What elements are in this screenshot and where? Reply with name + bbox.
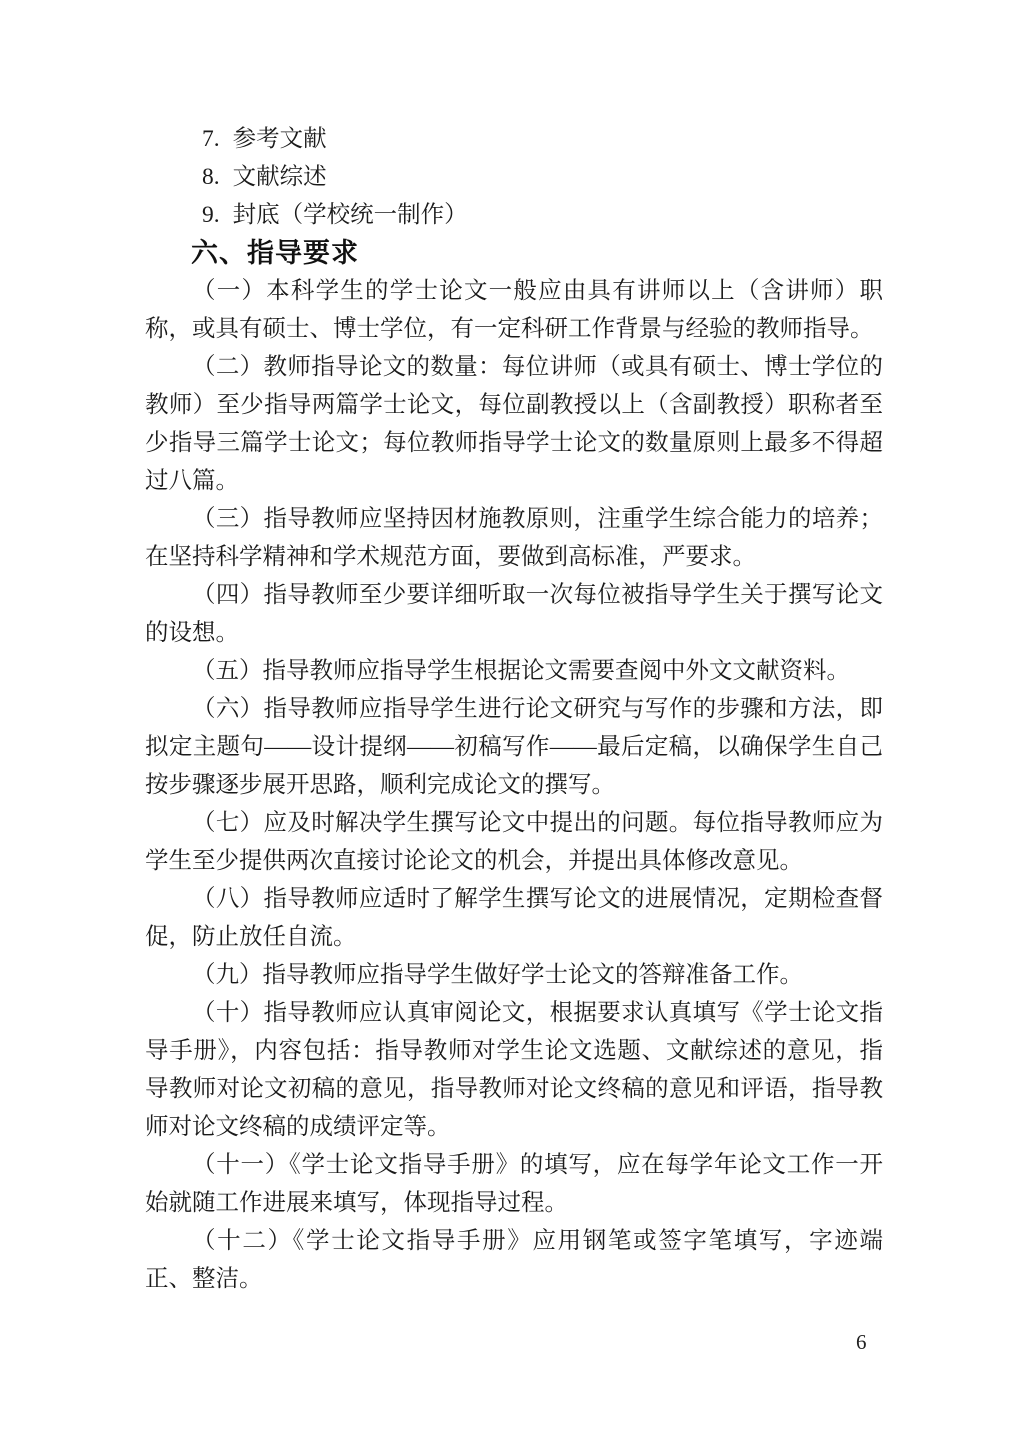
paragraph: （二）教师指导论文的数量：每位讲师（或具有硕士、博士学位的教师）至少指导两篇学士论文，每位副教授以上（含副教授）职称者至少指导三篇学士论文；每位教师指导学士论文的数量原则上最多不得超过八篇。 <box>145 354 883 494</box>
paragraph: （十二）《学士论文指导手册》应用钢笔或签字笔填写，字迹端正、整洁。 <box>145 1228 883 1292</box>
paragraph: （十一）《学士论文指导手册》的填写，应在每学年论文工作一开始就随工作进展来填写，体现指导过程。 <box>145 1152 883 1216</box>
paragraph: （六）指导教师应指导学生进行论文研究与写作的步骤和方法，即拟定主题句——设计提纲——初稿写作——最后定稿，以确保学生自己按步骤逐步展开思路，顺利完成论文的撰写。 <box>145 696 883 798</box>
paragraph: （七）应及时解决学生撰写论文中提出的问题。每位指导教师应为学生至少提供两次直接讨论论文的机会，并提出具体修改意见。 <box>145 810 883 874</box>
list-item-number: 8. <box>202 164 220 190</box>
page-content <box>145 120 883 1298</box>
list-item-number: 7. <box>202 126 220 152</box>
outline-list <box>145 120 883 234</box>
paragraph: （四）指导教师至少要详细听取一次每位被指导学生关于撰写论文的设想。 <box>145 582 883 646</box>
paragraph: （三）指导教师应坚持因材施教原则，注重学生综合能力的培养；在坚持科学精神和学术规范方面，要做到高标准，严要求。 <box>145 506 883 570</box>
paragraph: （五）指导教师应指导学生根据论文需要查阅中外文文献资料。 <box>192 658 850 684</box>
list-item-number: 9. <box>202 202 220 228</box>
list-item-text: 封底（学校统一制作） <box>232 202 468 228</box>
page-number: 6 <box>856 1330 867 1354</box>
list-item-text: 文献综述 <box>232 164 327 190</box>
list-item-text: 参考文献 <box>232 126 327 152</box>
paragraph: （一）本科学生的学士论文一般应由具有讲师以上（含讲师）职称，或具有硕士、博士学位，有一定科研工作背景与经验的教师指导。 <box>145 278 883 342</box>
paragraph: （八）指导教师应适时了解学生撰写论文的进展情况，定期检查督促，防止放任自流。 <box>145 886 883 950</box>
list-item <box>202 120 883 158</box>
paragraph: （十）指导教师应认真审阅论文，根据要求认真填写《学士论文指导手册》，内容包括：指导教师对学生论文选题、文献综述的意见，指导教师对论文初稿的意见，指导教师对论文终稿的意见和评语，指导教师对论文终稿的成绩评定等。 <box>145 1000 883 1140</box>
list-item <box>202 196 883 234</box>
section-heading: 六、指导要求 <box>191 238 359 268</box>
paragraph-container <box>145 272 883 1298</box>
paragraph: （九）指导教师应指导学生做好学士论文的答辩准备工作。 <box>192 962 803 988</box>
list-item <box>202 158 883 196</box>
